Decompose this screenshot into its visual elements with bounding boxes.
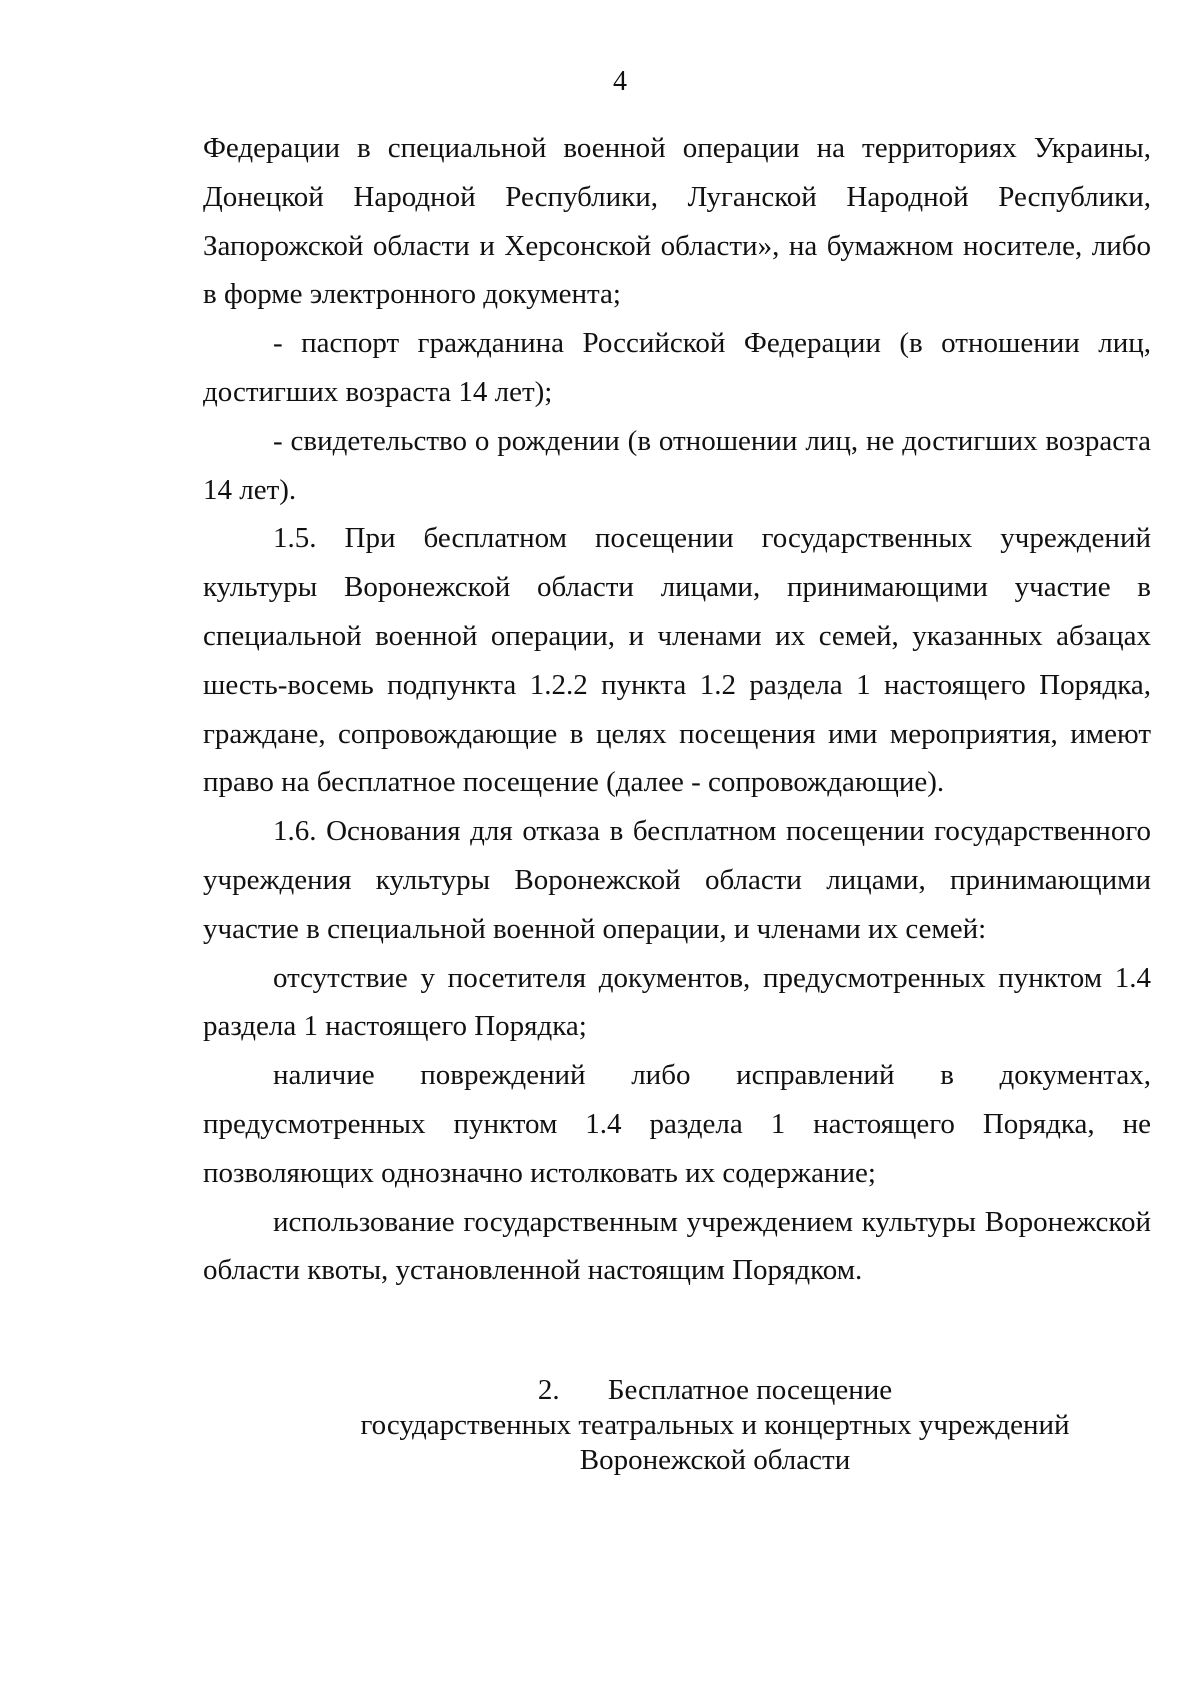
section-heading [250,1373,1180,1478]
section-number: 2. [537,1374,560,1406]
section-title: Бесплатное посещение [607,1374,893,1406]
section-heading-line-2: государственных театральных и концертных учреждений [360,1409,1070,1441]
paragraph-damaged-documents: наличие повреждений либо исправлений в документах, предусмотренных пунктом 1.4 раздела 1 настоящего Порядка, не позволяющих однозначно истолковать их содержание; [203,1059,1151,1189]
section-heading-line-1 [250,1373,1180,1408]
body-text [203,124,1151,1295]
paragraph-continuation: Федерации в специальной военной операции на территориях Украины, Донецкой Народной Республики, Луганской Народной Республики, Запорожской области и Херсонской области», на бумажном носителе, либо в форме электронного документа; [203,132,1151,311]
page-number: 4 [613,66,627,97]
paragraph-missing-documents: отсутствие у посетителя документов, предусмотренных пунктом 1.4 раздела 1 настоящего Порядка; [203,961,1151,1043]
paragraph-1-6: 1.6. Основания для отказа в бесплатном посещении государственного учреждения культуры Воронежской области лицами, принимающими участие в специальной военной операции, и членами их семей: [203,815,1151,945]
paragraph-birth-certificate: - свидетельство о рождении (в отношении лиц, не достигших возраста 14 лет). [203,424,1151,506]
paragraph-passport: - паспорт гражданина Российской Федерации (в отношении лиц, достигших возраста 14 лет); [203,327,1151,408]
paragraph-1-5: 1.5. При бесплатном посещении государственных учреждений культуры Воронежской области лицами, принимающими участие в специальной военной операции, и членами их семей, указанных абзацах шесть-восемь подпункта 1.2.2 пункта 1.2 раздела 1 настоящего Порядка, граждане, сопровождающие в целях посещения ими мероприятия, имеют право на бесплатное посещение (далее - сопровождающие). [203,522,1151,799]
section-heading-line-3: Воронежской области [579,1444,851,1476]
paragraph-quota: использование государственным учреждением культуры Воронежской области квоты, установленной настоящим Порядком. [203,1205,1151,1287]
